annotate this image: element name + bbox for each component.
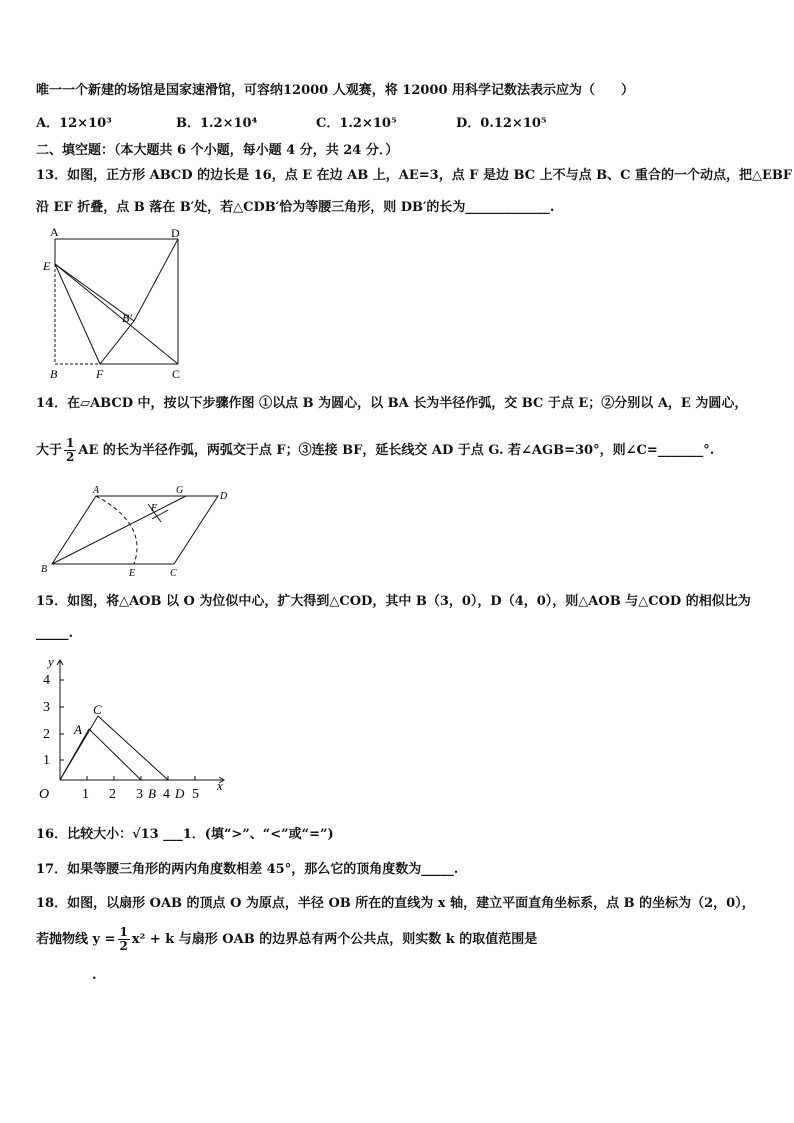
q18-frac-den: 2 <box>119 939 128 953</box>
q14-label-b: B <box>41 564 48 575</box>
q13-line2: 沿 EF 折叠，点 B 落在 B′处，若△CDB′恰为等腰三角形，则 DB′的长为_____________. <box>36 200 555 215</box>
q15-figure <box>34 650 234 806</box>
q16-text: 16．比较大小：√13 ___1．(填“>”、“<”或“=”) <box>36 827 334 842</box>
q15-ytick-1: 1 <box>43 753 50 768</box>
q18-line1: 18．如图，以扇形 OAB 的顶点 O 为原点，半径 OB 所在的直线为 x 轴，建立平面直角坐标系，点 B 的坐标为（2，0）， <box>36 896 755 911</box>
q14-label-d: D <box>220 491 228 502</box>
q15-axis-y: y <box>48 654 54 669</box>
q14-label-e: E <box>129 568 136 579</box>
q14-label-g: G <box>176 485 184 496</box>
q18-line2 <box>36 925 537 955</box>
q14-fraction <box>64 437 76 464</box>
q18-line2-prefix: 若抛物线 y = <box>36 932 116 947</box>
q14-label-c: C <box>170 568 177 579</box>
q13-label-f: F <box>96 367 104 381</box>
q15-ytick-3: 3 <box>43 700 50 715</box>
q18-frac-num: 1 <box>119 925 128 939</box>
q15-xtick-3: 3 <box>136 787 143 802</box>
q13-label-c: C <box>172 367 181 381</box>
q14-line2-suffix: AE 的长为半径作弧，两弧交于点 F；③连接 BF，延长线交 AD 于点 G. 若∠AGB=30°，则∠C=_______°. <box>78 443 715 458</box>
q15-xtick-5: 5 <box>192 787 199 802</box>
q14-frac-den: 2 <box>66 450 75 464</box>
q15-label-o: O <box>39 787 50 802</box>
q13-line1: 13．如图，正方形 ABCD 的边长是 16，点 E 在边 AB 上，AE=3，点 F 是边 BC 上不与点 B、C 重合的一个动点，把△EBF <box>36 168 793 183</box>
q13-label-e: E <box>43 259 51 273</box>
q15-ytick-4: 4 <box>43 673 50 688</box>
q14-frac-num: 1 <box>66 436 75 450</box>
q15-xtick-1: 1 <box>82 787 89 802</box>
section-title: 二、填空题：（本大题共 6 个小题，每小题 4 分，共 24 分．） <box>36 143 399 158</box>
q13-label-b: B <box>50 367 58 381</box>
q12-option-a: A．12×10³ <box>36 116 112 131</box>
q15-line1: 15．如图，将△AOB 以 O 为位似中心，扩大得到△COD，其中 B（3，0），D（4，0），则△AOB 与△COD 的相似比为 <box>36 594 751 609</box>
q12-option-d: D．0.12×10⁵ <box>456 116 547 131</box>
q15-label-b: B <box>148 786 156 801</box>
q18-fraction <box>118 926 130 953</box>
q17-text: 17．如果等腰三角形的两内角度数相差 45°，那么它的顶角度数为_____. <box>36 862 459 877</box>
q12-option-b: B．1.2×10⁴ <box>176 116 258 131</box>
q13-label-bprime: B′ <box>122 311 132 325</box>
q15-label-d: D <box>175 786 185 801</box>
q15-xtick-2: 2 <box>109 787 116 802</box>
q14-figure <box>36 484 236 580</box>
q15-ytick-2: 2 <box>43 727 50 742</box>
q15-xtick-4: 4 <box>163 787 170 802</box>
q14-line2-prefix: 大于 <box>36 443 63 458</box>
q15-label-a: A <box>74 722 82 737</box>
q12-option-c: C．1.2×10⁵ <box>316 116 397 131</box>
q14-line2 <box>36 436 714 466</box>
q13-figure <box>38 224 198 384</box>
q15-line2: _____. <box>36 626 74 641</box>
q18-answer-dot: . <box>92 968 97 983</box>
q15-axis-x: x <box>217 778 223 793</box>
q13-label-a: A <box>50 225 59 239</box>
q14-label-f: F <box>151 503 158 514</box>
q13-label-d: D <box>171 226 180 240</box>
q15-label-c: C <box>93 702 102 717</box>
q14-label-a: A <box>93 485 100 496</box>
q12-stem: 唯一一个新建的场馆是国家速滑馆，可容纳12000 人观赛，将 12000 用科学记数法表示应为（ ） <box>36 83 635 98</box>
q14-line1: 14．在▱ABCD 中，按以下步骤作图 ①以点 B 为圆心，以 BA 长为半径作弧，交 BC 于点 E；②分别以 A，E 为圆心， <box>36 396 748 411</box>
q18-line2-suffix: x² + k 与扇形 OAB 的边界总有两个公共点，则实数 k 的取值范围是 <box>131 932 538 947</box>
